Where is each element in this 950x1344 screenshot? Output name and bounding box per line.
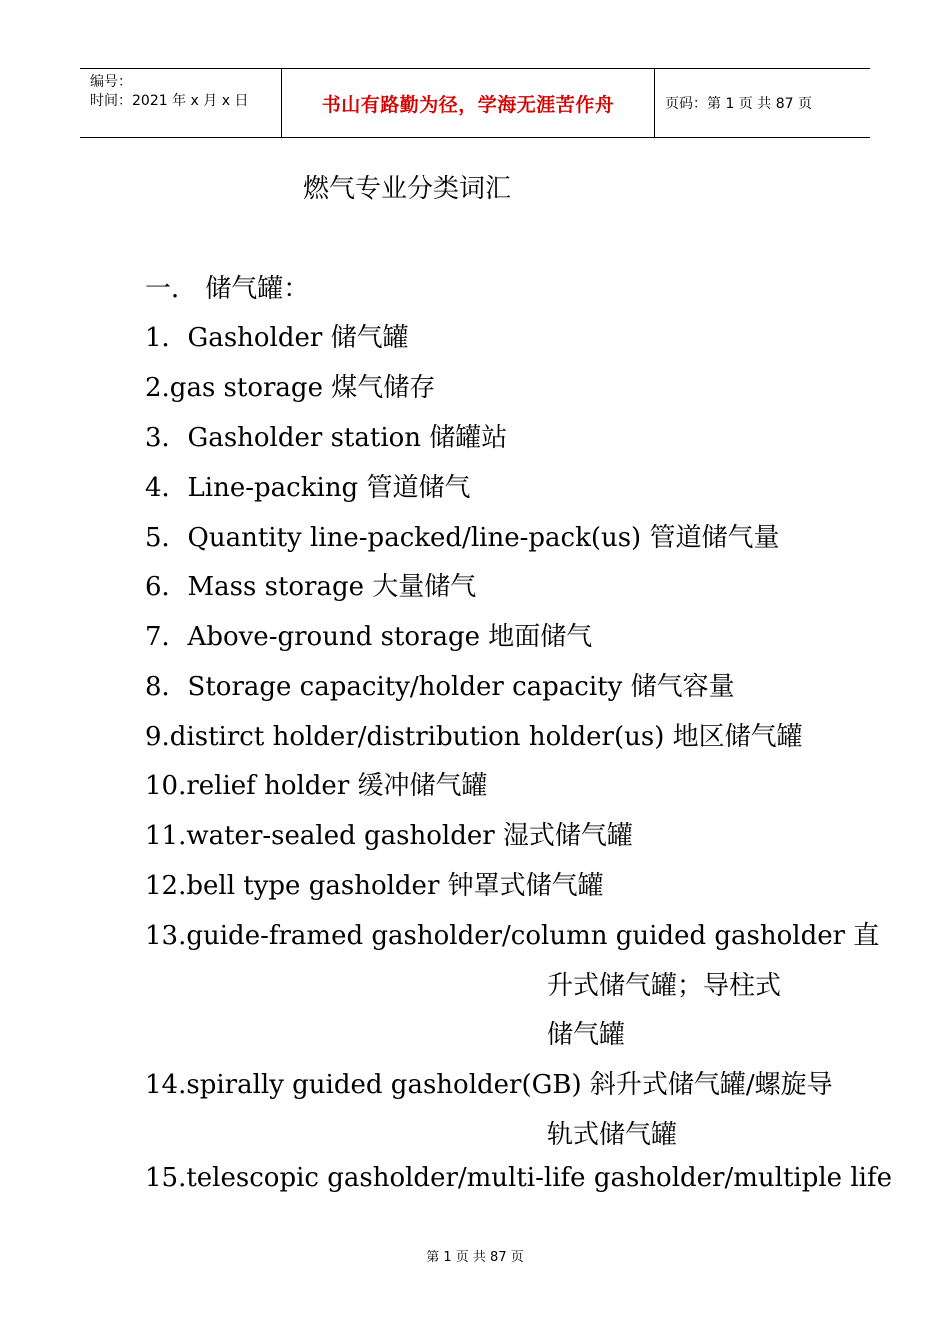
header-motto	[282, 69, 655, 137]
entry-14-cont: 轨式储气罐	[547, 1120, 678, 1150]
entry-13-cont-1: 升式储气罐；导柱式	[547, 971, 782, 1001]
entry-11: 11.water-sealed gasholder 湿式储气罐	[145, 821, 633, 851]
entry-3: 3．Gasholder station 储罐站	[145, 423, 508, 453]
number-label: 编号：	[90, 74, 132, 90]
entry-13: 13.guide-framed gasholder/column guided gasholder 直	[145, 921, 880, 951]
entry-7: 7．Above-ground storage 地面储气	[145, 622, 593, 652]
time-label: 时间：2021 年 x 月 x 日	[90, 93, 249, 109]
entry-13-cont-2: 储气罐	[547, 1020, 626, 1050]
entry-6: 6．Mass storage 大量储气	[145, 572, 477, 602]
entry-10: 10.relief holder 缓冲储气罐	[145, 771, 488, 801]
header-page-info: 页码：第 1 页 共 87 页	[665, 96, 812, 112]
entry-5: 5．Quantity line-packed/line-pack(us) 管道储气量	[145, 523, 780, 553]
entry-8: 8．Storage capacity/holder capacity 储气容量	[145, 672, 735, 702]
document-title: 燃气专业分类词汇	[303, 174, 512, 204]
entry-2: 2.gas storage 煤气储存	[145, 373, 436, 403]
section-heading: 一． 储气罐：	[145, 274, 310, 304]
page-footer: 第 1 页 共 87 页	[426, 1250, 524, 1265]
page-header	[80, 68, 870, 138]
header-meta	[80, 69, 282, 137]
motto-text: 书山有路勤为径，学海无涯苦作舟	[321, 93, 615, 116]
entry-1: 1．Gasholder 储气罐	[145, 323, 409, 353]
entry-12: 12.bell type gasholder 钟罩式储气罐	[145, 871, 604, 901]
entry-4: 4．Line-packing 管道储气	[145, 473, 471, 503]
entry-14: 14.spirally guided gasholder(GB) 斜升式储气罐/螺旋导	[145, 1070, 833, 1100]
entry-15: 15.telescopic gasholder/multi-life gasholder/multiple life	[145, 1163, 892, 1193]
entry-9: 9.distirct holder/distribution holder(us) 地区储气罐	[145, 722, 803, 752]
